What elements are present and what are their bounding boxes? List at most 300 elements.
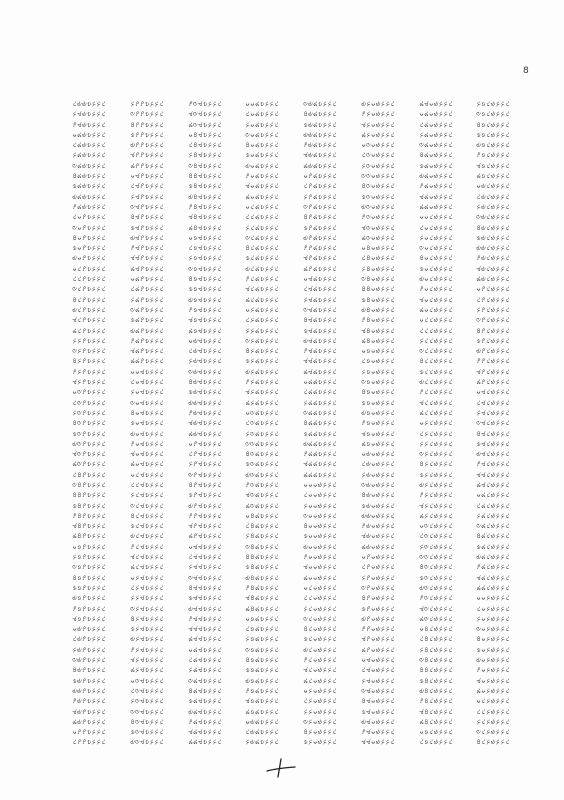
table-cell: ১২২৫৭৭৯	[129, 160, 164, 170]
table-cell: ১২২৫৭৮৩	[129, 201, 164, 211]
table-cell: ১২২৫৯৬৬	[303, 129, 337, 139]
table-cell: ১২২৫৯৯১	[303, 387, 337, 397]
table-cell: ১২২৫৯৯৯	[303, 469, 337, 479]
table-cell: ১২২৬০৯৬	[418, 171, 453, 181]
table-cell: ১২২৬০৫২	[360, 366, 395, 376]
table-cell: ১২২৫৯৬২	[245, 737, 279, 747]
table-cell: ১২২৬১০৯	[418, 304, 453, 314]
table-cell: ১২২৬০৬৩	[360, 479, 395, 489]
table-cell: ১২২৫৭৫৫	[72, 582, 106, 592]
table-cell: ১২২৬১৪৫	[418, 675, 453, 685]
table-cell: ১২২৬১৭৬	[476, 346, 510, 356]
table-cell: ১২২৫৮৪৫	[187, 181, 222, 191]
table-cell: ১২২৬১০৩	[418, 243, 453, 253]
table-cell: ১২২৫৮৬৩	[187, 366, 222, 376]
table-cell: ১২২৬১১০	[418, 315, 453, 325]
table-cell: ১২২৫৯৫৭	[245, 685, 279, 695]
table-cell: ১২২৫৮২৬	[129, 634, 164, 644]
table-cell: ১২২৬২১৩	[476, 727, 510, 737]
table-cell: ১২২৬০৬৯	[360, 541, 395, 551]
table-cell: ১২২৬০৮১	[360, 665, 395, 675]
table-cell: ১২২৬০৫৫	[360, 397, 395, 407]
table-cell: ১২২৫৮৭৬	[187, 500, 222, 510]
table-cell: ১২২৬১৩৬	[418, 582, 453, 592]
table-cell: ১২২৫৯৬৯	[303, 160, 337, 170]
table-cell: ১২২৬১৪০	[418, 624, 453, 634]
table-cell: ১২২৫৯৩৬	[245, 469, 279, 479]
table-cell: ১২২৫৮২০	[129, 572, 164, 582]
table-cell: ১২২৫৯৫৪	[245, 655, 279, 665]
table-cell: ১২২৫৮৯৪	[187, 685, 222, 695]
table-cell: ১২২৫৯০৬	[245, 160, 279, 170]
table-cell: ১২২৬০৬৬	[360, 510, 395, 520]
table-cell: ১২২৫৮৮৯	[187, 634, 222, 644]
table-cell: ১২২৫৬৬১	[72, 99, 106, 108]
table-cell: ১২২৫৭৮০	[129, 171, 164, 181]
table-cell: ১২২৬১০৫	[418, 263, 453, 273]
table-cell: ১২২৫৮৭০	[187, 438, 222, 448]
table-cell: ১২২৬১০৮	[418, 294, 453, 304]
table-cell: ১২২৫৮৩৭	[187, 99, 222, 108]
table-cell: ১২২৬০২৯	[360, 129, 395, 139]
table-cell: ১২২৬০১১	[303, 593, 337, 603]
table-cell: ১২২৬০৩৮	[360, 222, 395, 232]
table-cell: ১২২৫৯৭৯	[303, 263, 337, 273]
table-cell: ১২২৬১৮৪	[476, 428, 510, 438]
table-cell: ১২২৫৭৩৪	[72, 418, 106, 428]
table-cell: ১২২৫৭৬০	[72, 624, 106, 634]
table-cell: ১২২৫৮৫০	[187, 232, 222, 242]
table-cell: ১২২৫৭০৪	[72, 232, 106, 242]
table-cell: ১২২৫৮৭৯	[187, 531, 222, 541]
table-cell: ১২২৫৭৯২	[129, 294, 164, 304]
table-cell: ১২২৫৭৬৯	[72, 716, 106, 726]
table-cell: ১২২৬১৬৭	[476, 253, 510, 263]
table-cell: ১২২৫৭২৪	[72, 356, 106, 366]
table-cell: ১২২৫৮৪০	[187, 129, 222, 139]
table-cell: ১২২৫৯১৭	[245, 274, 279, 284]
table-cell: ১২২৬০৫৬	[360, 407, 395, 417]
table-cell: ১২২৫৬৯৫	[72, 181, 106, 191]
table-cell: ১২২৬১৮৬	[476, 449, 510, 459]
table-cell: ১২২৫৬৯৭	[72, 201, 106, 211]
table-cell: ১২২৫৮৫৭	[187, 304, 222, 314]
table-cell: ১২২৬১৪৮	[418, 706, 453, 716]
table-cell: ১২২৬১২০	[418, 418, 453, 428]
table-cell: ১২২৫৮২৫	[129, 624, 164, 634]
table-cell: ১২২৫৮১৬	[129, 531, 164, 541]
table-cell: ১২২৫৮৯৮	[187, 727, 222, 737]
table-cell: ১২২৫৯৩৮	[245, 490, 279, 500]
table-cell: ১২২৫৮৩১	[129, 685, 164, 695]
table-cell: ১২২৫৭৮৭	[129, 243, 164, 253]
table-cell: ১২২৫৮২৯	[129, 665, 164, 675]
table-cell: ১২২৫৯৯০	[303, 377, 337, 387]
table-cell: ১২২৫৯৯৬	[303, 438, 337, 448]
table-cell: ১২২৫৮১০	[129, 469, 164, 479]
table-cell: ১২২৫৯৫১	[245, 624, 279, 634]
table-cell: ১২২৫৮৮৫	[187, 593, 222, 603]
table-cell: ১২২৫৬৯৩	[72, 160, 106, 170]
table-cell: ১২২৬১২২	[418, 438, 453, 448]
table-cell: ১২২৫৯৫২	[245, 634, 279, 644]
table-cell: ১২২৬১৫৯	[476, 171, 510, 181]
table-cell: ১২২৬০৭৬	[360, 613, 395, 623]
table-cell: ১২২৫৯৮৭	[303, 346, 337, 356]
table-cell: ১২২৬১১৪	[418, 356, 453, 366]
table-cell: ১২২৫৭৭২	[129, 99, 164, 108]
table-cell: ১২২৫৯৩৩	[245, 438, 279, 448]
table-cell: ১২২৬০২৭	[360, 109, 395, 119]
table-cell: ১২২৫৯৩৪	[245, 449, 279, 459]
table-cell: ১২২৫৮৬৫	[187, 387, 222, 397]
table-cell: ১২২৫৯৬১	[245, 727, 279, 737]
table-cell: ১২২৫৮৬১	[187, 346, 222, 356]
table-cell: ১২২৬০১৩	[303, 613, 337, 623]
table-cell: ১২২৬১৭৯	[476, 377, 510, 387]
table-cell: ১২২৫৮২৮	[129, 655, 164, 665]
table-cell: ১২২৫৯৭৮	[303, 253, 337, 263]
table-cell: ১২২৫৮৭৭	[187, 510, 222, 520]
table-cell: ১২২৫৯৫৯	[245, 706, 279, 716]
table-cell: ১২২৬১৪৪	[418, 665, 453, 675]
table-cell: ১২২৬১৬৯	[476, 274, 510, 284]
table-cell: ১২২৬০৬১	[360, 459, 395, 469]
table-cell: ১২২৫৮৯৩	[187, 675, 222, 685]
table-cell: ১২২৬১৬২	[476, 201, 510, 211]
table-cell: ১২২৬১৫৮	[476, 160, 510, 170]
table-cell: ১২২৬০৪৩	[360, 274, 395, 284]
table-cell: ১২২৫৮৭৫	[187, 490, 222, 500]
table-cell: ১২২৫৭৭০	[72, 727, 106, 737]
table-cell: ১২২৬০০৩	[302, 510, 337, 520]
table-cell: ১২২৬০১২	[303, 603, 337, 613]
table-cell: ১২২৫৭৮৮	[129, 253, 164, 263]
table-cell: ১২২৫৮২১	[129, 582, 164, 592]
table-cell: ১২২৫৮৪৬	[187, 191, 222, 201]
table-cell: ১২২৬০৮৫	[360, 706, 395, 716]
table-cell: ১২২৬০৯২	[418, 129, 453, 139]
table-cell: ১২২৬০৬৮	[360, 531, 395, 541]
table-cell: ১২২৫৮৩৬	[129, 737, 164, 747]
table-cell: ১২২৫৮৩৪	[129, 716, 164, 726]
table-cell: ১২২৬১২১	[418, 428, 453, 438]
table-cell: ১২২৫৭৫৩	[72, 562, 106, 572]
table-cell: ১২২৫৮৯৯	[187, 737, 222, 747]
table-cell: ১২২৫৭৮১	[129, 181, 164, 191]
table-cell: ১২২৫৮০৭	[129, 438, 164, 448]
table-cell: ১২২৫৮৬৯	[187, 428, 222, 438]
table-cell: ১২২৫৮৯০	[187, 644, 222, 654]
table-cell: ১২২৬২১১	[476, 706, 510, 716]
table-cell: ১২২৬১৮২	[476, 407, 510, 417]
table-cell: ১২২৬১৪৬	[418, 685, 453, 695]
table-cell: ১২২৫৯৪৭	[245, 582, 279, 592]
table-cell: ১২২৬০৮৩	[360, 685, 395, 695]
table-cell: ১২২৬০৬৪	[360, 490, 395, 500]
table-cell: ১২২৫৭৪৮	[72, 521, 106, 531]
table-cell: ১২২৬০২২	[302, 706, 337, 716]
table-cell: ১২২৫৮৩২	[129, 696, 164, 706]
table-cell: ১২২৫৮০১	[129, 377, 164, 387]
table-cell: ১২২৫৮০৮	[129, 449, 164, 459]
table-cell: ১২২৫৭৪৯	[72, 531, 106, 541]
table-cell: ১২২৫৮১৪	[129, 510, 164, 520]
table-cell: ১২২৬০০৯	[303, 572, 337, 582]
table-cell: ১২২৫৯৭০	[303, 171, 337, 181]
table-cell: ১২২৬২১২	[476, 716, 510, 726]
table-cell: ১২২৬০৮২	[360, 675, 395, 685]
table-cell: ১২২৫৮৬৪	[187, 377, 222, 387]
table-cell: ১২২৫৮৩৫	[129, 727, 164, 737]
table-cell: ১২২৬১৯৭	[476, 562, 510, 572]
table-cell: ১২২৬১১৯	[418, 407, 453, 417]
table-cell: ১২২৬১০০	[418, 212, 453, 222]
table-cell: ১২২৫৯৫৬	[245, 675, 279, 685]
table-cell: ১২২৫৭৪১	[72, 469, 106, 479]
table-cell: ১২২৫৭৯১	[129, 284, 164, 294]
table-cell: ১২২৬০৩৫	[360, 191, 395, 201]
table-cell: ১২২৬১২৯	[418, 510, 453, 520]
table-cell: ১২২৬১৯৯	[476, 582, 510, 592]
table-cell: ১২২৫৯১১	[245, 212, 279, 222]
table-cell: ১২২৬১৯১	[476, 500, 510, 510]
table-cell: ১২২৫৯৩০	[245, 407, 279, 417]
table-cell: ১২২৬০৫৩	[360, 377, 395, 387]
table-cell: ১২২৫৭১৩	[72, 284, 106, 294]
table-cell: ১২২৬২০৬	[476, 655, 510, 665]
table-cell: ১২২৫৭১৮	[72, 315, 106, 325]
table-cell: ১২২৫৮৭৪	[187, 479, 222, 489]
table-cell: ১২২৬০৪১	[360, 253, 395, 263]
table-cell: ১২২৬২১০	[476, 696, 510, 706]
table-cell: ১২২৫৯৭৪	[303, 212, 337, 222]
table-cell: ১২২৫৭০১	[72, 212, 106, 222]
table-cell: ১২২৫৭৬৩	[72, 655, 106, 665]
table-cell: ১২২৫৯১২	[245, 222, 279, 232]
table-cell: ১২২৫৮৬০	[187, 335, 222, 345]
table-cell: ১২২৫৮০৩	[129, 397, 164, 407]
table-cell: ১২২৫৮৪৯	[187, 222, 222, 232]
table-cell: ১২২৫৯২৪	[245, 346, 279, 356]
table-cell: ১২২৫৮৩৮	[187, 109, 222, 119]
table-cell: ১২২৬২০৪	[476, 634, 510, 644]
table-cell: ১২২৬১৪১	[418, 634, 453, 644]
table-cell: ১২২৫৭০৬	[72, 253, 106, 263]
table-cell: ১২২৫৯৪৩	[245, 541, 279, 551]
table-cell: ১২২৬২০১	[476, 603, 510, 613]
table-cell: ১২২৫৮৫৬	[187, 294, 222, 304]
table-cell: ১২২৬১১৩	[418, 346, 453, 356]
table-cell: ১২২৬১৬৮	[476, 263, 510, 273]
table-cell: ১২২৫৭১১	[72, 274, 106, 284]
table-cell: ১২২৫৮১৭	[129, 541, 164, 551]
table-cell: ১২২৫৬৯১	[72, 140, 106, 150]
table-column	[407, 99, 465, 748]
table-cell: ১২২৫৮০০	[129, 366, 164, 376]
table-cell: ১২২৫৬৮৭	[72, 119, 106, 129]
table-cell: ১২২৫৭৯৮	[129, 346, 164, 356]
table-cell: ১২২৬১৫২	[476, 99, 510, 108]
table-cell: ১২২৫৯৯৭	[303, 449, 337, 459]
table-cell: ১২২৫৭৯৬	[129, 325, 164, 335]
table-cell: ১২২৬০৭৩	[360, 582, 395, 592]
table-cell: ১২২৫৯৯২	[303, 397, 337, 407]
table-cell: ১২২৬০৪৮	[360, 325, 395, 335]
table-cell: ১২২৬০৯০	[418, 109, 453, 119]
table-cell: ১২২৬০৩৭	[360, 212, 395, 222]
table-cell: ১২২৬১৫৬	[476, 140, 510, 150]
table-cell: ১২২৫৬৯২	[72, 150, 106, 160]
table-cell: ১২২৫৮৮০	[187, 541, 222, 551]
table-cell: ১২২৫৯১৮	[245, 284, 279, 294]
table-cell: ১২২৬২০০	[476, 593, 510, 603]
table-cell: ১২২৫৭৩২	[72, 407, 106, 417]
table-cell: ১২২৬০০৪	[303, 521, 337, 531]
table-cell: ১২২৫৭৯৭	[129, 335, 164, 345]
table-cell: ১২২৫৯৭৩	[303, 201, 337, 211]
table-cell: ১২২৬০৯৯	[418, 201, 453, 211]
table-cell: ১২২৬১৯৮	[476, 572, 510, 582]
table-cell: ১২২৫৭৬৬	[72, 685, 106, 695]
table-cell: ১২২৫৯৫৮	[245, 696, 279, 706]
table-cell: ১২২৫৮৪৩	[187, 160, 222, 170]
table-cell: ১২২৫৯৩১	[245, 418, 279, 428]
table-cell: ১২২৫৭৬৫	[72, 675, 106, 685]
table-cell: ১২২৫৮১৮	[129, 552, 164, 562]
table-cell: ১২২৬০৯১	[418, 119, 453, 129]
table-cell: ১২২৫৭৪৪	[72, 490, 106, 500]
table-cell: ১২২৬০২৪	[303, 727, 337, 737]
table-cell: ১২২৬০২১	[303, 696, 337, 706]
table-cell: ১২২৬০৩৬	[360, 201, 395, 211]
table-cell: ১২২৬১৯৩	[476, 521, 510, 531]
table-cell: ১২২৬০৮৭	[360, 727, 395, 737]
table-cell: ১২২৬০৮৯	[418, 99, 453, 108]
table-cell: ১২২৬০২৬	[360, 99, 395, 108]
table-cell: ১২২৬০৭৮	[360, 634, 395, 644]
table-cell: ১২২৬০৫৯	[360, 438, 395, 448]
table-cell: ১২২৫৯০১	[245, 109, 279, 119]
table-cell: ১২২৫৯৮৬	[303, 335, 337, 345]
table-cell: ১২২৬১৭৪	[476, 325, 510, 335]
table-cell: ১২২৬১৭০	[476, 284, 510, 294]
table-cell: ১২২৫৯৪৮	[245, 593, 279, 603]
table-cell: ১২২৫৭৯৫	[129, 315, 164, 325]
table-cell: ১২২৫৯৬৪	[303, 109, 337, 119]
table-cell: ১২২৫৯৪৪	[245, 552, 279, 562]
table-cell: ১২২৫৮১৩	[129, 500, 164, 510]
table-cell: ১২২৬০৭১	[360, 562, 395, 572]
table-cell: ১২২৫৯৩৭	[245, 479, 279, 489]
table-cell: ১২২৫৯০৮	[245, 181, 279, 191]
table-cell: ১২২৬১৬৪	[476, 222, 510, 232]
table-cell: ১২২৫৯৫০	[245, 613, 279, 623]
table-cell: ১২২৫৮৮২	[187, 562, 222, 572]
table-cell: ১২২৬০৫১	[360, 356, 395, 366]
table-cell: ১২২৫৯৮১	[303, 284, 337, 294]
table-cell: ১২২৬১১৫	[418, 366, 453, 376]
table-cell: ১২২৫৯৪২	[245, 531, 279, 541]
table-cell: ১২২৫৭১৪	[72, 294, 106, 304]
table-cell: ১২২৫৯৬০	[245, 716, 279, 726]
table-cell: ১২২৬০২৩	[302, 716, 337, 726]
table-cell: ১২২৫৭৯৯	[129, 356, 164, 366]
table-cell: ১২২৫৭৪৫	[72, 500, 106, 510]
table-cell: ১২২৫৯৮০	[303, 274, 337, 284]
table-cell: ১২২৬১৭৩	[476, 315, 510, 325]
table-cell: ১২২৬০১৬	[303, 644, 337, 654]
table-cell: ১২২৫৯২৫	[245, 356, 279, 366]
table-cell: ১২২৬১৫৪	[476, 119, 510, 129]
table-cell: ১২২৬১০৬	[418, 274, 453, 284]
table-cell: ১২২৫৭৯৩	[129, 304, 164, 314]
table-cell: ১২২৫৮০৫	[129, 418, 164, 428]
table-cell: ১২২৫৯০৯	[245, 191, 279, 201]
table-cell: ১২২৫৮২২	[129, 593, 164, 603]
table-cell: ১২২৬০৫০	[360, 346, 395, 356]
table-cell: ১২২৬০০১	[303, 490, 337, 500]
table-cell: ১২২৫৮৬২	[187, 356, 222, 366]
table-cell: ১২২৬০৩১	[360, 150, 395, 160]
table-cell: ১২২৫৮৯৬	[187, 706, 222, 716]
table-cell: ১২২৬১৬১	[476, 191, 510, 201]
table-cell: ১২২৬১২৩	[418, 449, 453, 459]
signature-mark	[264, 756, 298, 780]
table-cell: ১২২৫৮৭২	[187, 459, 222, 469]
table-cell: ১২২৫৮৫৯	[187, 325, 222, 335]
table-cell: ১২২৫৭৭৪	[129, 119, 164, 129]
table-cell: ১২২৫৬৯০	[72, 129, 106, 139]
table-cell: ১২২৬১৮৯	[476, 479, 510, 489]
table-cell: ১২২৫৮৪৭	[187, 201, 222, 211]
table-cell: ১২২৬০৪৫	[360, 294, 395, 304]
table-cell: ১২২৬০৭৫	[360, 603, 395, 613]
table-cell: ১২২৫৭৬৭	[72, 696, 106, 706]
table-cell: ১২২৫৬৯৬	[72, 191, 106, 201]
table-cell: ১২২৫৯৪৯	[245, 603, 279, 613]
table-cell: ১২২৫৯৫৩	[245, 644, 279, 654]
table-cell: ১২২৬১৭৭	[476, 356, 510, 366]
table-cell: ১২২৬০৯৭	[418, 181, 453, 191]
table-cell: ১২২৫৮২৭	[129, 644, 164, 654]
table-cell: ১২২৫৮৭৮	[187, 521, 222, 531]
table-cell: ১২২৬০৪২	[360, 263, 395, 273]
table-cell: ১২২৬১৯০	[476, 490, 510, 500]
table-cell: ১২২৬০৮৪	[360, 696, 395, 706]
table-cell: ১২২৫৭৭৬	[129, 140, 164, 150]
table-cell: ১২২৫৭৫৮	[72, 613, 106, 623]
table-cell: ১২২৬০৯৫	[418, 160, 453, 170]
table-cell: ১২২৫৯১৬	[245, 263, 279, 273]
table-cell: ১২২৫৯৮৩	[303, 304, 337, 314]
table-cell: ১২২৫৯৮৯	[303, 366, 337, 376]
table-cell: ১২২৫৭৩৫	[72, 428, 106, 438]
table-cell: ১২২৬১৯৫	[476, 541, 510, 551]
table-column	[176, 99, 234, 748]
table-cell: ১২২৬০৯৪	[418, 150, 453, 160]
table-cell: ১২২৫৭৩৬	[72, 438, 106, 448]
table-cell: ১২২৫৯১৯	[245, 294, 279, 304]
table-cell: ১২২৫৭৭৩	[129, 109, 164, 119]
table-cell: ১২২৫৮৮৩	[187, 572, 222, 582]
table-cell: ১২২৫৯৫৫	[245, 665, 279, 675]
table-cell: ১২২৫৮৭১	[187, 449, 222, 459]
table-column	[349, 99, 407, 748]
table-cell: ১২২৫৮৬৮	[187, 418, 222, 428]
table-cell: ১২২৬০৩৪	[360, 181, 395, 191]
table-cell: ১২২৬০৪৪	[360, 284, 395, 294]
